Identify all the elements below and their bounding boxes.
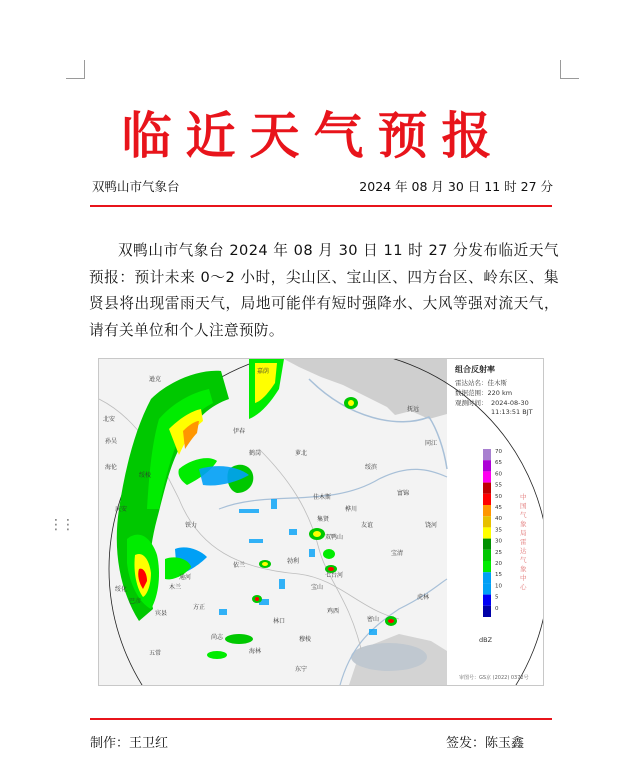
legend-label: 35: [495, 527, 502, 534]
place-label: 富锦: [397, 490, 410, 497]
place-label: 逊克: [149, 376, 162, 383]
legend-swatch: [483, 572, 491, 583]
issue-datetime: 2024 年 08 月 30 日 11 时 27 分: [359, 179, 553, 194]
radar-obs-label: 观测时间：: [455, 399, 488, 407]
legend-label: 5: [495, 594, 499, 601]
legend-swatch: [483, 527, 491, 538]
place-label: 七台河: [325, 572, 344, 579]
place-label: 依兰: [233, 562, 246, 569]
legend-swatch: [483, 471, 491, 482]
legend-swatch: [483, 516, 491, 527]
legend-swatch: [483, 505, 491, 516]
place-label: 海伦: [105, 464, 118, 471]
legend-label: 55: [495, 482, 502, 489]
place-label: 绥棱: [139, 472, 152, 479]
legend-swatch: [483, 483, 491, 494]
legend-swatch: [483, 539, 491, 550]
legend-label: 25: [495, 549, 502, 556]
place-label: 通河: [179, 574, 192, 581]
place-label: 穆棱: [299, 636, 312, 643]
place-label: 宾县: [155, 610, 168, 617]
legend-swatch: [483, 606, 491, 617]
place-label: 抚远: [407, 406, 420, 413]
legend-label: 10: [495, 583, 502, 590]
legend-label: 30: [495, 538, 502, 545]
place-label: 饶河: [425, 522, 438, 529]
place-label: 宝清: [391, 550, 404, 557]
document-title: 临近天气预报: [121, 106, 506, 165]
place-label: 尚志: [211, 634, 224, 641]
legend-swatch: [483, 583, 491, 594]
place-label: 庆安: [115, 506, 128, 513]
place-label: 佳木斯: [313, 494, 332, 501]
legend-label: 70: [495, 449, 502, 455]
place-label: 虎林: [417, 594, 430, 601]
issuer: 双鸭山市气象台: [92, 179, 180, 194]
radar-product-title: 组合反射率: [455, 365, 495, 374]
legend-swatch: [483, 561, 491, 572]
legend-swatch: [483, 460, 491, 471]
radar-obs-date: 2024-08-30: [491, 399, 529, 407]
forecast-body: 双鸭山市气象台 2024 年 08 月 30 日 11 时 27 分发布临近天气预报：预计未来 0～2 小时，尖山区、宝山区、四方台区、岭东区、集贤县将出现雷雨天气，局地可能伴有短时强降水、大风等强对流天气，请有关单位和个人注意预防。: [89, 242, 559, 339]
maker: 制作：王卫红: [90, 736, 169, 751]
place-label: 双鸭山: [325, 534, 344, 541]
place-label: 巴彦: [129, 598, 142, 605]
place-label: 孙吴: [105, 438, 118, 445]
place-label: 方正: [193, 604, 206, 611]
place-label: 北安: [103, 416, 116, 423]
place-label: 友谊: [361, 522, 374, 529]
place-label: 鸡西: [327, 608, 340, 615]
place-label: 桦川: [345, 506, 358, 513]
legend-unit: dBZ: [479, 636, 493, 644]
radar-obs-time: 11:13:51 BJT: [491, 408, 533, 416]
legend-swatch: [483, 595, 491, 606]
radar-range: 数据范围：220 km: [455, 389, 513, 397]
place-label: 东宁: [295, 666, 308, 673]
drag-handle-icon[interactable]: ⋮⋮: [49, 517, 73, 533]
place-label: 集贤: [317, 516, 330, 523]
place-label: 木兰: [169, 584, 182, 591]
legend-label: 50: [495, 493, 502, 500]
xingkai-lake: [351, 643, 427, 671]
top-red-rule: [90, 205, 552, 207]
legend-label: 65: [495, 460, 502, 467]
place-label: 鹤岗: [249, 450, 262, 457]
legend-swatch: [483, 550, 491, 561]
legend-label: 20: [495, 561, 502, 567]
legend-swatch: [483, 449, 491, 460]
radar-center-label: 中国气象局雷达气象中心: [520, 493, 527, 591]
place-label: 五常: [149, 650, 162, 657]
place-label: 同江: [425, 440, 438, 447]
legend-swatch: [483, 494, 491, 505]
place-label: 萝北: [295, 450, 308, 457]
legend-label: 15: [495, 572, 502, 579]
bottom-red-rule: [90, 718, 552, 720]
legend-label: 0: [495, 605, 499, 612]
place-label: 绥化: [115, 586, 128, 593]
place-label: 伊春: [233, 428, 246, 435]
place-label: 宝山: [311, 584, 324, 591]
place-label: 勃利: [287, 558, 300, 565]
radar-map-svg: [99, 359, 543, 685]
place-label: 林口: [273, 618, 286, 625]
signer: 签发：陈玉鑫: [446, 736, 525, 751]
place-label: 铁力: [185, 522, 198, 529]
place-label: 海林: [249, 648, 262, 655]
radar-station: 雷达站名：佳木斯: [455, 379, 507, 387]
place-label: 嘉荫: [257, 368, 270, 375]
legend-label: 40: [495, 516, 502, 523]
place-label: 密山: [367, 616, 380, 623]
radar-map[interactable]: [98, 358, 544, 686]
crop-mark-top-right: [560, 60, 579, 79]
legend-label: 45: [495, 505, 502, 511]
crop-mark-top-left: [66, 60, 85, 79]
map-credit: 审图号：GS京 (2022) 0372号: [459, 675, 529, 681]
place-label: 绥滨: [365, 464, 378, 471]
legend-label: 60: [495, 471, 502, 478]
